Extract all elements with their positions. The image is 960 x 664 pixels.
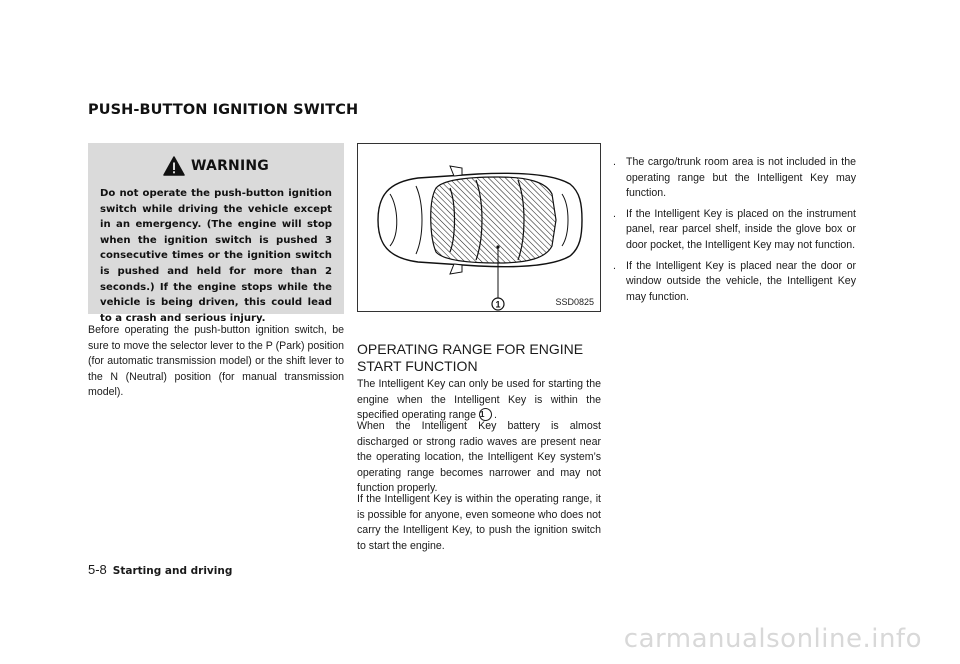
list-item-text: The cargo/trunk room area is not included in the operating range but the Intelligent Key may function. (626, 156, 856, 200)
chapter-title: Starting and driving (112, 565, 233, 577)
warning-title: WARNING (191, 158, 269, 174)
figure-code: SSD0825 (555, 297, 594, 307)
notes-list (613, 155, 856, 310)
intro-paragraph: Before operating the push-button ignition switch, be sure to move the selector lever to the P (Park) position (for automatic transmission model) or the shift lever to the N (Neutral) position (for manual transmission model). (88, 324, 344, 399)
warning-triangle-icon (163, 156, 185, 176)
paragraph-text-end: . (493, 409, 497, 422)
anyone-can-start-paragraph: If the Intelligent Key is within the operating range, it is possible for anyone, even someone who does not carry the Intelligent Key, to push the ignition switch to start the engine. (357, 493, 601, 552)
bullet-mark: . (613, 156, 616, 168)
page-number: 5-8 (88, 562, 107, 577)
warning-box (88, 143, 344, 324)
circled-number-1: 1 (479, 408, 492, 421)
list-item-text: If the Intelligent Key is placed on the instrument panel, rear parcel shelf, inside the glove box or door pocket, the Intelligent Key may not function. (626, 207, 856, 251)
bullet-mark: . (613, 207, 616, 220)
battery-paragraph: When the Intelligent Key battery is almost discharged or strong radio waves are present near the operating location, the Intelligent Key system’s operating range becomes narrower and may not function properly. (357, 420, 601, 495)
watermark: carmanualsonline.info (623, 624, 922, 654)
list-item-text: If the Intelligent Key is placed near the door or window outside the vehicle, the Intelligent Key may function. (626, 259, 856, 303)
page-footer (88, 562, 232, 577)
car-top-view-illustration (358, 144, 600, 311)
warning-header (88, 153, 344, 179)
figure-callout-label: 1 (495, 299, 501, 310)
warning-text: Do not operate the push-button ignition switch while driving the vehicle except in an emergency. (The engine will stop when the ignition switch is pushed 3 consecutive times or the ignition switch is pushed and held for more than 2 seconds.) If the engine stops while the vehicle is being driven, this could lead to a crash and serious injury. (100, 188, 332, 324)
list-item (613, 207, 856, 254)
operating-range-paragraph (357, 377, 601, 424)
operating-range-figure (357, 143, 601, 312)
section-title: PUSH-BUTTON IGNITION SWITCH (88, 102, 359, 118)
paragraph-text: The Intelligent Key can only be used for starting the engine when the Intelligent Key is within the specified operating range (357, 378, 601, 422)
list-item (613, 259, 856, 306)
bullet-mark: . (613, 259, 616, 272)
subsection-heading: OPERATING RANGE FOR ENGINE START FUNCTION (357, 341, 584, 374)
list-item (613, 155, 856, 202)
